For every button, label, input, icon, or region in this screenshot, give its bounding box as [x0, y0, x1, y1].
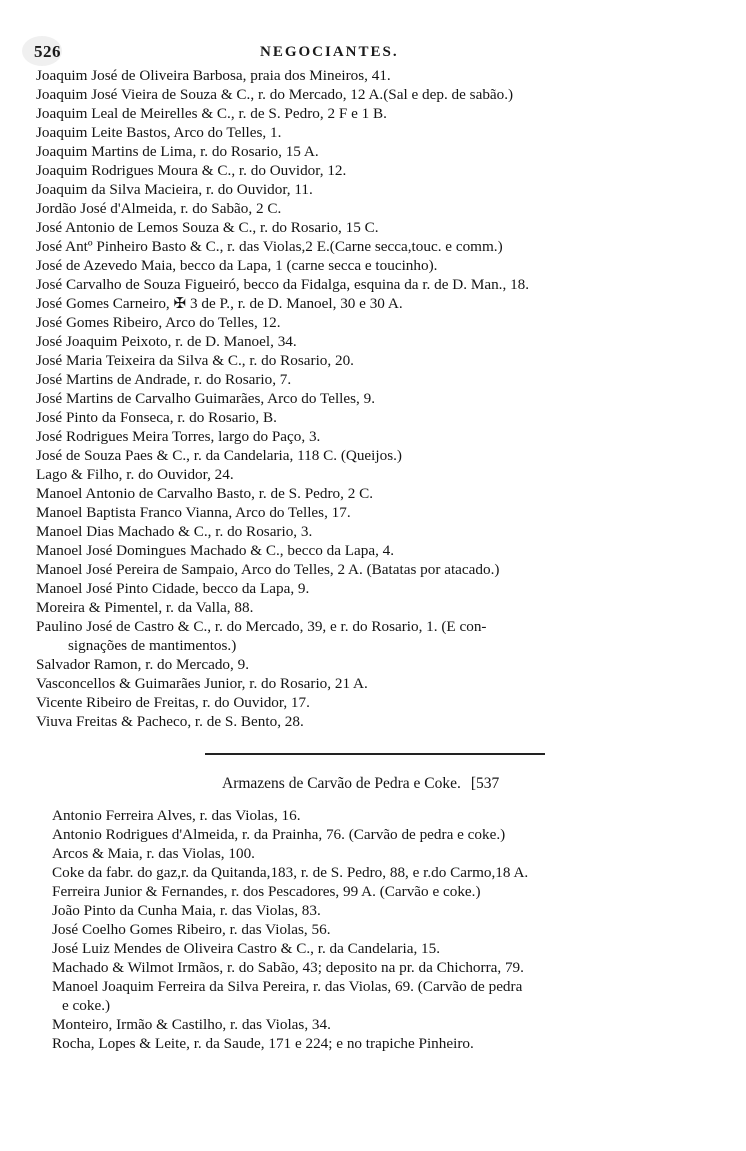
list-item: José Maria Teixeira da Silva & C., r. do Rosario, 20. [36, 352, 354, 369]
section-reference: [537 [470, 775, 500, 792]
list-item: Antonio Rodrigues d'Almeida, r. da Prainha, 76. (Carvão de pedra e coke.) [52, 826, 506, 843]
list-item: José Rodrigues Meira Torres, largo do Paço, 3. [36, 428, 321, 445]
list-item: Manoel Joaquim Ferreira da Silva Pereira, r. das Violas, 69. (Carvão de pedra [52, 978, 523, 995]
list-item: José Coelho Gomes Ribeiro, r. das Violas, 56. [52, 921, 331, 938]
page-header [30, 38, 710, 64]
section-title: Armazens de Carvão de Pedra e Coke. [222, 775, 461, 792]
list-item: Ferreira Junior & Fernandes, r. dos Pescadores, 99 A. (Carvão e coke.) [52, 883, 481, 900]
list-item: José Martins de Carvalho Guimarães, Arco do Telles, 9. [36, 390, 376, 407]
list-item: Salvador Ramon, r. do Mercado, 9. [36, 656, 250, 673]
list-item: Rocha, Lopes & Leite, r. da Saude, 171 e 224; e no trapiche Pinheiro. [52, 1035, 474, 1052]
list-item: Joaquim da Silva Macieira, r. do Ouvidor, 11. [36, 181, 313, 198]
list-item: Joaquim Rodrigues Moura & C., r. do Ouvidor, 12. [36, 162, 347, 179]
list-item: Joaquim José de Oliveira Barbosa, praia dos Mineiros, 41. [36, 67, 391, 84]
merchant-list [0, 66, 746, 731]
list-item: Machado & Wilmot Irmãos, r. do Sabão, 43; deposito na pr. da Chichorra, 79. [52, 959, 524, 976]
list-item: Viuva Freitas & Pacheco, r. de S. Bento, 28. [36, 713, 304, 730]
list-item: Manoel José Pereira de Sampaio, Arco do Telles, 2 A. (Batatas por atacado.) [36, 561, 500, 578]
list-item: José Gomes Carneiro, ✠ 3 de P., r. de D. Manoel, 30 e 30 A. [36, 295, 403, 312]
list-item: José Antº Pinheiro Basto & C., r. das Violas,2 E.(Carne secca,touc. e comm.) [36, 238, 503, 255]
list-item: José de Souza Paes & C., r. da Candelaria, 118 C. (Queijos.) [36, 447, 402, 464]
list-item: José de Azevedo Maia, becco da Lapa, 1 (carne secca e toucinho). [36, 257, 438, 274]
list-item: José Pinto da Fonseca, r. do Rosario, B. [36, 409, 277, 426]
list-item: Manoel José Pinto Cidade, becco da Lapa, 9. [36, 580, 310, 597]
list-item: José Carvalho de Souza Figueiró, becco da Fidalga, esquina da r. de D. Man., 18. [36, 276, 530, 293]
running-title: NEGOCIANTES. [260, 44, 399, 60]
list-item: Lago & Filho, r. do Ouvidor, 24. [36, 466, 234, 483]
list-item: Joaquim José Vieira de Souza & C., r. do Mercado, 12 A.(Sal e dep. de sabão.) [36, 86, 514, 103]
list-item: Jordão José d'Almeida, r. do Sabão, 2 C. [36, 200, 282, 217]
list-item: Moreira & Pimentel, r. da Valla, 88. [36, 599, 254, 616]
list-item: José Luiz Mendes de Oliveira Castro & C., r. da Candelaria, 15. [52, 940, 441, 957]
list-item: Manoel Antonio de Carvalho Basto, r. de S. Pedro, 2 C. [36, 485, 374, 502]
list-item: José Gomes Ribeiro, Arco do Telles, 12. [36, 314, 281, 331]
list-item: Paulino José de Castro & C., r. do Mercado, 39, e r. do Rosario, 1. (E con- [36, 618, 487, 635]
section-divider [205, 753, 545, 755]
list-item: Coke da fabr. do gaz,r. da Quitanda,183, r. de S. Pedro, 88, e r.do Carmo,18 A. [52, 864, 529, 881]
list-item: José Joaquim Peixoto, r. de D. Manoel, 34. [36, 333, 297, 350]
list-item: João Pinto da Cunha Maia, r. das Violas, 83. [52, 902, 321, 919]
section-heading [0, 775, 746, 793]
list-item: Manoel José Domingues Machado & C., becco da Lapa, 4. [36, 542, 395, 559]
list-item: Vicente Ribeiro de Freitas, r. do Ouvidor, 17. [36, 694, 310, 711]
list-item-continuation: signações de mantimentos.) [68, 637, 237, 654]
list-item: Joaquim Martins de Lima, r. do Rosario, 15 A. [36, 143, 319, 160]
list-item: Antonio Ferreira Alves, r. das Violas, 16. [52, 807, 301, 824]
list-item: José Antonio de Lemos Souza & C., r. do Rosario, 15 C. [36, 219, 379, 236]
list-item: Manoel Baptista Franco Vianna, Arco do Telles, 17. [36, 504, 351, 521]
list-item-continuation: e coke.) [62, 997, 111, 1014]
list-item: Manoel Dias Machado & C., r. do Rosario, 3. [36, 523, 313, 540]
list-item: Joaquim Leal de Meirelles & C., r. de S. Pedro, 2 F e 1 B. [36, 105, 387, 122]
list-item: Monteiro, Irmão & Castilho, r. das Violas, 34. [52, 1016, 331, 1033]
list-item: Arcos & Maia, r. das Violas, 100. [52, 845, 255, 862]
list-item: José Martins de Andrade, r. do Rosario, 7. [36, 371, 292, 388]
list-item: Vasconcellos & Guimarães Junior, r. do Rosario, 21 A. [36, 675, 368, 692]
coal-merchant-list [0, 806, 746, 1053]
page-number: 526 [34, 42, 61, 61]
list-item: Joaquim Leite Bastos, Arco do Telles, 1. [36, 124, 282, 141]
